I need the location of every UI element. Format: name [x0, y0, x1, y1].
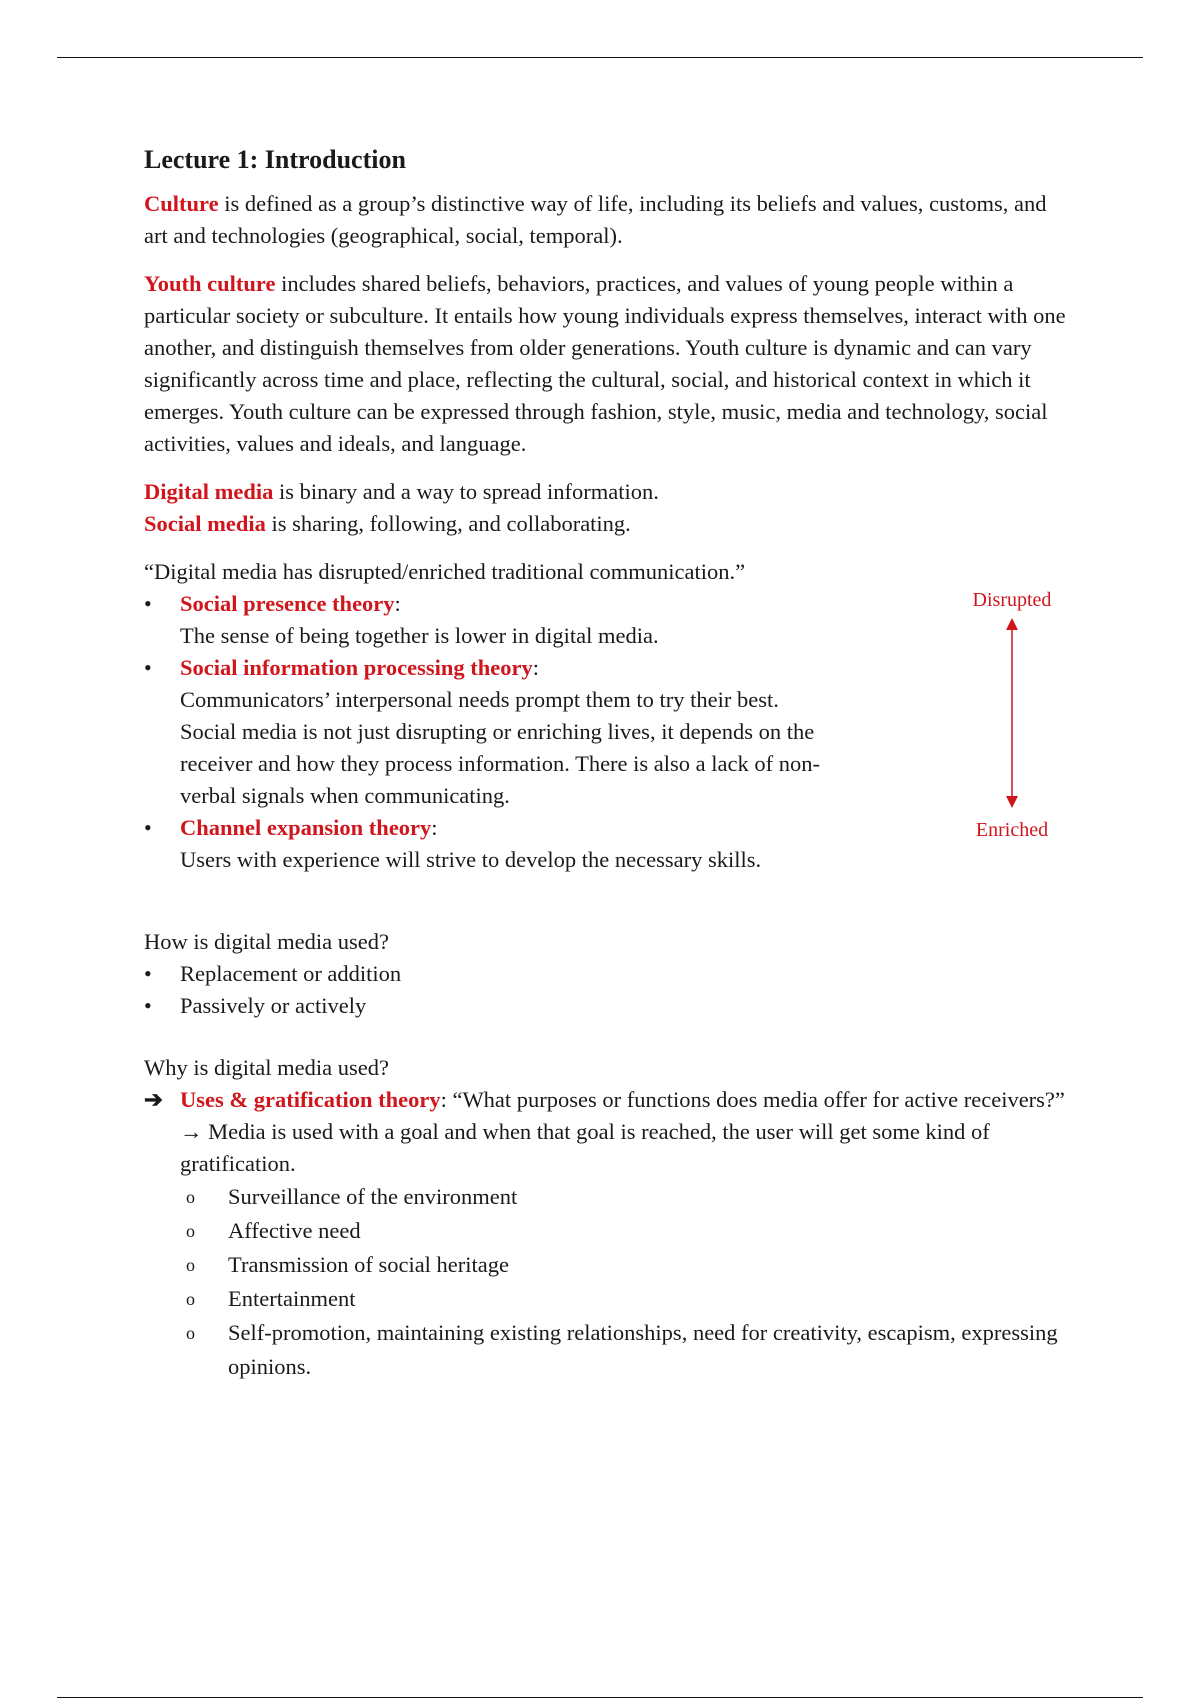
theory-description: The sense of being together is lower in digital media. — [180, 623, 659, 648]
list-item: • Channel expansion theory: Users with experience will strive to develop the necessary skills. — [144, 812, 1074, 876]
list-item: o Entertainment — [186, 1282, 1074, 1316]
circle-bullet-icon: o — [186, 1289, 195, 1309]
list-item: • Social information processing theory: Communicators’ interpersonal needs prompt them to try their best. Social media is not just disrupting or enriching lives, it depends on the receiver and how they process information. There is also a lack of non-verbal signals when communicating. — [144, 652, 1074, 812]
double-arrow-icon — [1002, 618, 1022, 808]
digital-media-text: is binary and a way to spread information. — [273, 479, 659, 504]
circle-bullet-icon: o — [186, 1221, 195, 1241]
theory-description: : “What purposes or functions does media offer for active receivers?” → Media is used with a goal and when that goal is reached, the user will get some kind of gratification. — [180, 1087, 1065, 1176]
list-item: • Passively or actively — [144, 990, 1074, 1022]
theory-description: Communicators’ interpersonal needs prompt them to try their best. Social media is not just disrupting or enriching lives, it depends on the receiver and how they process information. There is also a lack of non-verbal signals when communicating. — [180, 687, 820, 808]
youth-culture-paragraph — [144, 268, 1074, 460]
social-media-line — [144, 508, 1074, 540]
digital-media-term: Digital media — [144, 479, 274, 504]
theories-section — [144, 556, 1074, 876]
list-item: o Surveillance of the environment — [186, 1180, 1074, 1214]
right-arrow-icon: ➔ — [144, 1087, 163, 1112]
gratification-list — [144, 1180, 1074, 1384]
scale-label-disrupted: Disrupted — [972, 589, 1052, 611]
page-title: Lecture 1: Introduction — [144, 145, 406, 174]
list-item: • Replacement or addition — [144, 958, 1074, 990]
media-definitions — [144, 476, 1074, 540]
how-question: How is digital media used? — [144, 929, 389, 954]
uses-gratification-item — [144, 1084, 1074, 1180]
theory-name: Social presence theory — [180, 591, 395, 616]
list-item: o Transmission of social heritage — [186, 1248, 1074, 1282]
culture-paragraph — [144, 188, 1074, 252]
theory-list — [144, 588, 1074, 876]
culture-term: Culture — [144, 191, 219, 216]
social-media-text: is sharing, following, and collaborating. — [265, 511, 631, 536]
digital-media-line — [144, 476, 1074, 508]
document-page — [144, 140, 1074, 1384]
list-item: o Self-promotion, maintaining existing relationships, need for creativity, escapism, expressing opinions. — [186, 1316, 1074, 1384]
top-rule — [57, 57, 1143, 58]
how-list — [144, 958, 1074, 1022]
theory-name: Social information processing theory — [180, 655, 533, 680]
culture-text: is defined as a group’s distinctive way of life, including its beliefs and values, customs, and art and technologies (geographical, social, temporal). — [144, 191, 1047, 248]
disrupted-enriched-scale — [952, 584, 1072, 846]
theory-name: Uses & gratification theory — [180, 1087, 441, 1112]
social-media-term: Social media — [144, 511, 266, 536]
how-section — [144, 926, 1074, 1022]
list-item: o Affective need — [186, 1214, 1074, 1248]
circle-bullet-icon: o — [186, 1255, 195, 1275]
theory-name: Channel expansion theory — [180, 815, 432, 840]
list-item: • Social presence theory: The sense of being together is lower in digital media. — [144, 588, 1074, 652]
circle-bullet-icon: o — [186, 1323, 195, 1343]
quote: “Digital media has disrupted/enriched traditional communication.” — [144, 559, 746, 584]
youth-culture-text: includes shared beliefs, behaviors, practices, and values of young people within a particular society or subculture. It entails how young individuals express themselves, interact with one another, and distinguish themselves from older generations. Youth culture is dynamic and can vary significantly across time and place, reflecting the cultural, social, and historical context in which it emerges. Youth culture can be expressed through fashion, style, music, media and technology, social activities, values and ideals, and language. — [144, 271, 1066, 456]
scale-label-enriched: Enriched — [975, 819, 1049, 841]
why-question: Why is digital media used? — [144, 1055, 389, 1080]
theory-description: Users with experience will strive to develop the necessary skills. — [180, 847, 762, 872]
why-section — [144, 1052, 1074, 1384]
circle-bullet-icon: o — [186, 1187, 195, 1207]
bottom-rule — [57, 1697, 1143, 1698]
youth-culture-term: Youth culture — [144, 271, 276, 296]
